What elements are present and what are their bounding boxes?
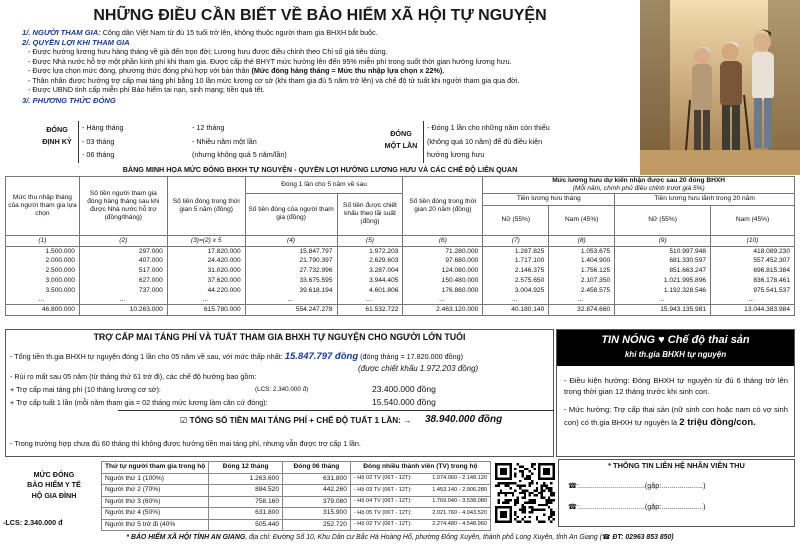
benefit-item [28, 67, 444, 76]
periodic-label-line: ĐỊNH KỲ [42, 136, 72, 146]
table-cell: 3.500.000 [6, 286, 80, 296]
col-number-row [6, 235, 795, 246]
bhyt-6m: 631.800 [283, 473, 351, 485]
table-cell: ... [167, 296, 245, 304]
bhyt-12m: 505.440 [209, 519, 283, 531]
bhyt-header: Thứ tự người tham gia trong hộ [102, 462, 209, 474]
funeral-min-amount: 15.847.797 đồng [284, 351, 359, 362]
bhyt-header: Đóng nhiều thành viên (TV) trong hộ [350, 462, 490, 474]
footer-phone[interactable]: ĐT: 02963 853 850) [610, 534, 674, 541]
funeral-line-3: + Trợ cấp mai táng phí (10 tháng lương cơ sở): [10, 385, 161, 394]
phone-icon: ☎ [568, 481, 577, 490]
periodic-label-line: ĐÓNG [46, 125, 68, 134]
bhyt-household [350, 485, 490, 497]
contact-title: * THÔNG TIN LIÊN HỆ NHÂN VIÊN THU [608, 461, 745, 470]
bhyt-household-range: 2.021.760 - 4.043.520 [432, 509, 487, 516]
table-cell: ... [79, 296, 167, 304]
funeral-line-5: - Trong trường hợp chưa đủ 60 tháng thì không được hưởng tiền mai táng phí, nhưng vẫn được trợ cấp 1 lần. [10, 439, 361, 448]
section-1-label: 1/. NGƯỜI THAM GIA: [22, 28, 101, 37]
periodic-options-2 [192, 124, 287, 160]
table-cell: 61.532.722 [337, 305, 403, 316]
bhyt-household-range: 1.769.040 - 3.538.080 [432, 498, 487, 505]
column-number: (10) [711, 235, 795, 246]
bhyt-12m: 631.800 [209, 508, 283, 520]
table-cell: ... [483, 296, 549, 304]
bhyt-12m: 758.160 [209, 496, 283, 508]
header-once-discount: Số tiền được chiết khấu theo lãi suất (đồng) [337, 193, 403, 235]
table-cell: 2.629.603 [337, 256, 403, 266]
bhyt-6m: 252.720 [283, 519, 351, 531]
phone-icon: ☎ [568, 502, 577, 511]
table-cell: 1.053.675 [549, 246, 615, 256]
section-participants [22, 28, 378, 38]
table-cell: 615.780.000 [167, 305, 245, 316]
table-cell: ... [403, 296, 483, 304]
funeral-line-1 [10, 351, 463, 362]
table-cell: 2.463.120.000 [403, 305, 483, 316]
column-number: (7) [483, 235, 549, 246]
bhyt-household [350, 508, 490, 520]
table-cell: 4.601.806 [337, 286, 403, 296]
table-cell: 1.500.000 [6, 246, 80, 256]
bhyt-label-line: MỨC ĐÓNG [33, 470, 75, 479]
bhyt-table [101, 461, 491, 531]
contact-line-2 [568, 503, 706, 512]
footer-org: * BẢO HIỂM XÃ HỘI TỈNH AN GIANG [126, 534, 246, 541]
bhyt-household [350, 473, 490, 485]
benefit-item: - Thân nhân được hưởng trợ cấp mai táng phí bằng 10 lần mức lương cơ sở (khi tham gia đủ 5 năm trở lên) và chế độ tử tuất khi người tham gia qua đời. [28, 75, 520, 85]
funeral-total-label: TỔNG SỐ TIỀN MAI TÁNG PHÍ + CHẾ ĐỘ TUẤT 1 LẦN: → [189, 416, 412, 425]
funeral-line-4: + Trợ cấp tuất 1 lần (mỗi năm tham gia = 02 tháng mức lương làm căn cứ đóng): [10, 398, 268, 407]
table-cell: 15.847.797 [245, 246, 337, 256]
bhyt-household-label: - Hộ 04 TV (06T - 12T): [353, 498, 412, 505]
table-cell: 124.080.000 [403, 266, 483, 276]
section-1-text: Công dân Việt Nam từ đủ 15 tuổi trở lên, không thuộc người tham gia BHXH bắt buộc. [100, 28, 378, 37]
table-row [6, 256, 795, 266]
table-cell: 176.880.000 [403, 286, 483, 296]
bhyt-household-label: - Hộ 02 TV (06T - 12T): [353, 475, 412, 482]
bhyt-table-wrap [101, 461, 491, 531]
table-cell: 2.575.650 [483, 276, 549, 286]
header-female: Nữ (55%) [615, 205, 711, 235]
check-icon: ☑ [180, 416, 188, 425]
table-row [6, 246, 795, 256]
table-cell: 10.263.000 [79, 305, 167, 316]
column-number: (6) [403, 235, 483, 246]
header-male: Nam (45%) [711, 205, 795, 235]
elderly-couple-photo [640, 0, 800, 175]
news-subtitle: khi th.gia BHXH tự nguyện [624, 350, 727, 360]
table-cell: 737.000 [79, 286, 167, 296]
table-cell: 696.815.384 [711, 266, 795, 276]
header-income: Mức thu nhập tháng của người tham gia lựa chọn [6, 177, 80, 236]
once-text: (không quá 10 năm) để đủ điều kiện [427, 136, 543, 146]
main-table-wrap [5, 176, 795, 316]
table-row [6, 276, 795, 286]
bhyt-household-label: - Hộ 05 TV (06T - 12T): [353, 509, 412, 516]
news-p2-highlight: 2 triệu đồng/con. [679, 416, 756, 428]
main-table [5, 176, 795, 316]
benefit-item-bold: (Mức đóng hàng tháng = Mức thu nhập lựa chọn x 22%). [251, 66, 445, 75]
table-cell: 27.732.996 [245, 266, 337, 276]
header-20y: Số tiền đóng trong thời gian 20 năm (đồng) [403, 177, 483, 236]
header-female: Nữ (55%) [483, 205, 549, 235]
table-cell: 627.000 [79, 276, 167, 286]
news-p2-text: - Mức hưởng: Trợ cấp thai sản (nữ sinh con hoặc nam có vợ sinh con) có th.gia BHXH tự nguyện là [564, 405, 788, 427]
news-title: TIN NÓNG ♥ Chế độ thai sản [601, 334, 750, 346]
funeral-line-text: (đóng tháng = 17.820.000 đồng) [358, 352, 464, 361]
benefit-item: - Được UBND tỉnh cấp miễn phí Bảo hiểm tai nạn, sinh mạng; tiền quà tết. [28, 85, 265, 94]
contact-line-text[interactable]: :.................................(gặp:.....................) [576, 481, 706, 490]
table-cell: ... [549, 296, 615, 304]
table-cell: 1.021.995.896 [615, 276, 711, 286]
periodic-option: (nhưng không quá 5 năm/lần) [192, 150, 287, 160]
table-cell: 15.943.135.981 [615, 305, 711, 316]
table-cell: ... [711, 296, 795, 304]
table-cell: 554.247.278 [245, 305, 337, 316]
table-cell: 418.089.230 [711, 246, 795, 256]
table-cell: 46.800.000 [6, 305, 80, 316]
table-cell: 510.997.948 [615, 246, 711, 256]
table-cell: 71.280.000 [403, 246, 483, 256]
periodic-option: - Hàng tháng [82, 123, 124, 132]
bhyt-label-line: HỘ GIA ĐÌNH [31, 490, 77, 500]
qr-code-icon[interactable] [495, 463, 555, 523]
contact-line-text[interactable]: :.................................(gặp:.....................) [576, 502, 706, 511]
table-cell: 407.000 [79, 256, 167, 266]
header-5y: Số tiền đóng trong thời gian 5 năm (đồng) [167, 177, 245, 236]
table-cell: 97.680.000 [403, 256, 483, 266]
phone-icon: ☎ [601, 534, 611, 541]
section-2-label: 2/. QUYỀN LỢI KHI THAM GIA [22, 38, 130, 47]
table-cell: 1.972.203 [337, 246, 403, 256]
table-cell: 3.004.925 [483, 286, 549, 296]
bhyt-row [102, 508, 491, 520]
pension-group-title: Mức lương hưu dự kiến nhận được sau 20 đóng BHXH [552, 177, 726, 184]
bhyt-household-range: 1.453.140 - 2.906.280 [432, 486, 487, 493]
table-cell: 3.944.405 [337, 276, 403, 286]
once-label-line: MỘT LẦN [384, 140, 418, 150]
header-male: Nam (45%) [549, 205, 615, 235]
column-number: (9) [615, 235, 711, 246]
once-label [382, 130, 420, 150]
table-cell: ... [6, 296, 80, 304]
table-cell: 150.480.000 [403, 276, 483, 286]
periodic-label [42, 126, 72, 146]
funeral-title: TRỢ CẤP MAI TÁNG PHÍ VÀ TUẤT THAM GIA BHXH TỰ NGUYỆN CHO NGƯỜI LỚN TUỔI [93, 332, 466, 342]
bhyt-label [8, 470, 100, 501]
header-support: Số tiền người tham gia đóng hàng tháng sau khi được Nhà nước hỗ trợ (đồng/tháng) [79, 177, 167, 236]
benefit-item: - Được hưởng lương hưu hàng tháng về già đến trọn đời; Lương hưu được điều chỉnh theo Chỉ số giá tiêu dùng. [28, 47, 388, 56]
column-number: (3)=(2) x 5 [167, 235, 245, 246]
bhyt-member: Người thứ 3 (60%) [102, 496, 209, 508]
header-once-group: Đóng 1 lần cho 5 năm về sau [245, 177, 403, 194]
footer [0, 534, 800, 542]
periodic-option: - 12 tháng [192, 123, 225, 132]
table-cell: 2.146.375 [483, 266, 549, 276]
bhyt-household-label: - Hộ 02 TV (06T - 12T): [353, 521, 412, 528]
table-cell: 1.717.100 [483, 256, 549, 266]
section-3-label: 3/. PHƯƠNG THỨC ĐÓNG [22, 96, 116, 105]
bhyt-household-range: 2.274.480 - 4.548.960 [432, 521, 487, 528]
table-cell: 297.000 [79, 246, 167, 256]
table-cell: 24.420.000 [167, 256, 245, 266]
bhyt-header: Đóng 12 tháng [209, 462, 283, 474]
bhyt-6m: 442.260 [283, 485, 351, 497]
once-options [427, 124, 550, 160]
bhyt-row [102, 519, 491, 531]
table-row [6, 266, 795, 276]
column-number: (4) [245, 235, 337, 246]
funeral-total-value: 38.940.000 đồng [425, 414, 503, 425]
benefit-item-text: - Được lựa chọn mức đóng, phương thức đóng phù hợp với bản thân [28, 66, 252, 75]
bhyt-member: Người thứ 5 trở đi (40% [102, 519, 209, 531]
funeral-lcs: (LCS: 2.340.000 đ) [255, 386, 309, 393]
benefit-item: - Được Nhà nước hỗ trợ một phần kinh phí khi tham gia. Được cấp thẻ BHYT mức hưởng lên đến 95% miễn phí trong suốt thời gian hưởng lương hưu. [28, 56, 512, 66]
table-cell: 37.620.000 [167, 276, 245, 286]
periodic-option: - 03 tháng [82, 136, 115, 146]
page-title: NHỮNG ĐIỀU CẦN BIẾT VỀ BẢO HIỂM XÃ HỘI TỰ NGUYỆN [93, 7, 547, 24]
bhyt-household [350, 519, 490, 531]
once-text: - Đóng 1 lần cho những năm còn thiếu [427, 123, 550, 132]
header-once-pay: Số tiền đóng của người tham gia (đồng) [245, 193, 337, 235]
bhyt-6m: 379.080 [283, 496, 351, 508]
column-number: (1) [6, 235, 80, 246]
funeral-line-2: - Rủi ro mất sau 05 năm (từ tháng thứ 61 trở đi), các chế độ hưởng bao gồm: [10, 372, 257, 381]
table-cell: 836.178.461 [711, 276, 795, 286]
bhyt-member: Người thứ 4 (50%) [102, 508, 209, 520]
table-cell: 33.675.595 [245, 276, 337, 286]
table-row [6, 305, 795, 316]
news-paragraph-1: - Điều kiện hưởng: Đóng BHXH tự nguyện từ đủ 6 tháng trở lên trong thời gian 12 tháng trước khi sinh con. [564, 376, 788, 396]
bhyt-lcs: -LCS: 2.340.000 đ [3, 518, 63, 527]
table-cell: 557.452.307 [711, 256, 795, 266]
table-cell: 3.000.000 [6, 276, 80, 286]
table-cell: 17.820.000 [167, 246, 245, 256]
table-cell: ... [337, 296, 403, 304]
column-number: (8) [549, 235, 615, 246]
table-cell: 13.044.383.984 [711, 305, 795, 316]
table-cell: 3.287.004 [337, 266, 403, 276]
table-row [6, 286, 795, 296]
table-row [6, 296, 795, 304]
funeral-discount: (được chiết khấu 1.972.203 đồng) [358, 364, 479, 373]
pension-group-note: (Mỗi năm, chính phủ điều chỉnh trượt giá 5%) [572, 184, 705, 192]
table-cell: 851.663.247 [615, 266, 711, 276]
table-cell: 2.000.000 [6, 256, 80, 266]
divider [423, 121, 424, 163]
main-table-caption: BẢNG MINH HỌA MỨC ĐÓNG BHXH TỰ NGUYỆN - QUYỀN LỢI HƯỞNG LƯƠNG HƯU VÀ CÁC CHẾ ĐỘ LIÊN QUAN [122, 165, 518, 174]
news-banner [557, 330, 794, 366]
table-cell: 39.618.194 [245, 286, 337, 296]
bhyt-member: Người thứ 2 (70%) [102, 485, 209, 497]
table-cell: 2.458.575 [549, 286, 615, 296]
table-cell: 2.107.350 [549, 276, 615, 286]
funeral-total [180, 416, 411, 426]
table-cell: 21.790.397 [245, 256, 337, 266]
table-cell: 32.874.660 [549, 305, 615, 316]
bhyt-label-line: BẢO HIỂM Y TẾ [27, 480, 81, 490]
bhyt-row [102, 496, 491, 508]
table-cell: 1.192.328.546 [615, 286, 711, 296]
header-pension-group [483, 177, 795, 194]
header-monthly: Tiền lương hưu tháng [483, 193, 615, 205]
news-paragraph-2 [564, 405, 788, 429]
table-cell: 40.180.140 [483, 305, 549, 316]
bhyt-household-range: 1.074.060 - 2.148.120 [432, 475, 487, 482]
bhyt-12m: 1.263.600 [209, 473, 283, 485]
column-number: (5) [337, 235, 403, 246]
bhyt-header: Đóng 06 tháng [283, 462, 351, 474]
table-cell: 2.500.000 [6, 266, 80, 276]
bhyt-12m: 884.520 [209, 485, 283, 497]
divider [78, 121, 79, 163]
bhyt-household-label: - Hộ 03 TV (06T - 12T): [353, 486, 412, 493]
bhyt-row [102, 485, 491, 497]
table-cell: 1.404.900 [549, 256, 615, 266]
bhyt-row [102, 473, 491, 485]
funeral-line-text: - Tổng tiền th.gia BHXH tự nguyện đóng 1 lần cho 05 năm về sau, với mức thấp nhất: [10, 352, 285, 361]
table-cell: 517.000 [79, 266, 167, 276]
table-cell: 31.020.000 [167, 266, 245, 276]
table-cell: 1.287.825 [483, 246, 549, 256]
periodic-options [82, 124, 124, 160]
table-cell: 975.541.537 [711, 286, 795, 296]
periodic-option: - Nhiều năm một lần [192, 136, 257, 146]
table-cell: ... [615, 296, 711, 304]
header-total20: Tiền lương hưu lãnh trong 20 năm [615, 193, 795, 205]
periodic-option: - 06 tháng [82, 150, 115, 160]
table-cell: ... [245, 296, 337, 304]
bhyt-member: Người thứ 1 (100%) [102, 473, 209, 485]
bhyt-household [350, 496, 490, 508]
bhyt-6m: 315.900 [283, 508, 351, 520]
column-number: (2) [79, 235, 167, 246]
total-rule [118, 410, 554, 411]
once-label-line: ĐÓNG [390, 129, 412, 138]
contact-line-1 [568, 482, 706, 491]
funeral-value-1: 23.400.000 đồng [372, 384, 436, 394]
table-cell: 681.330.597 [615, 256, 711, 266]
once-text: hưởng lương hưu [427, 150, 485, 160]
table-cell: 44.220.000 [167, 286, 245, 296]
table-cell: 1.756.125 [549, 266, 615, 276]
funeral-value-2: 15.540.000 đồng [372, 397, 436, 407]
footer-address: , địa chỉ: Đường Số 10, Khu Dân cư Bắc Hà Hoàng Hổ, phường Đông Xuyên, thành phố Long Xuyên, tỉnh An Giang ( [245, 534, 602, 541]
